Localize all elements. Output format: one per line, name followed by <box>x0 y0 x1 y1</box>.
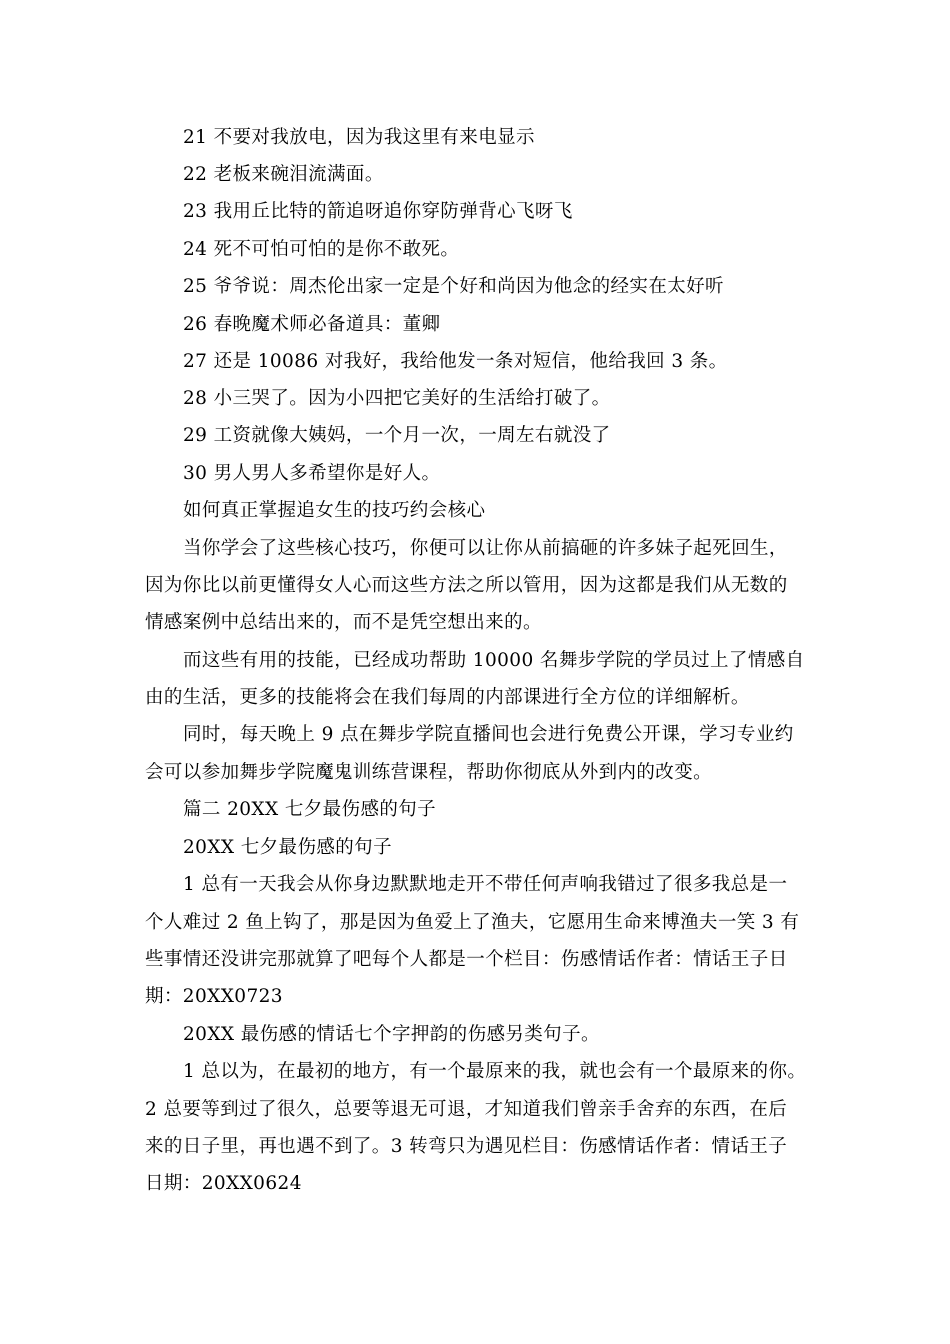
section-subheading: 20XX 七夕最伤感的句子 <box>183 837 392 858</box>
section-heading: 20XX 最伤感的情话七个字押韵的伤感另类句子。 <box>183 1024 600 1045</box>
paragraph-line: 而这些有用的技能，已经成功帮助 10000 名舞步学院的学员过上了情感自 <box>183 650 805 671</box>
paragraph-line: 会可以参加舞步学院魔鬼训练营课程，帮助你彻底从外到内的改变。 <box>145 762 713 783</box>
list-item: 30 男人男人多希望你是好人。 <box>183 463 441 484</box>
list-item: 27 还是 10086 对我好，我给他发一条对短信，他给我回 3 条。 <box>183 351 728 372</box>
paragraph-line: 个人难过 2 鱼上钩了，那是因为鱼爱上了渔夫，它愿用生命来博渔夫一笑 3 有 <box>145 912 800 933</box>
list-item: 22 老板来碗泪流满面。 <box>183 164 384 185</box>
paragraph-line: 些事情还没讲完那就算了吧每个人都是一个栏目：伤感情话作者：情话王子日 <box>145 949 788 970</box>
list-item: 25 爷爷说：周杰伦出家一定是个好和尚因为他念的经实在太好听 <box>183 276 724 297</box>
list-item: 23 我用丘比特的箭追呀追你穿防弹背心飞呀飞 <box>183 201 573 222</box>
list-item: 29 工资就像大姨妈，一个月一次，一周左右就没了 <box>183 425 611 446</box>
paragraph-line: 1 总以为，在最初的地方，有一个最原来的我，就也会有一个最原来的你。 <box>183 1061 807 1082</box>
paragraph-line: 当你学会了这些核心技巧，你便可以让你从前搞砸的许多妹子起死回生， <box>183 538 788 559</box>
list-item: 21 不要对我放电，因为我这里有来电显示 <box>183 127 535 148</box>
paragraph-line: 1 总有一天我会从你身边默默地走开不带任何声响我错过了很多我总是一 <box>183 874 788 895</box>
list-item: 28 小三哭了。因为小四把它美好的生活给打破了。 <box>183 388 611 409</box>
paragraph-line: 由的生活，更多的技能将会在我们每周的内部课进行全方位的详细解析。 <box>145 687 750 708</box>
section-heading: 如何真正掌握追女生的技巧约会核心 <box>183 500 486 521</box>
paragraph-line: 同时，每天晚上 9 点在舞步学院直播间也会进行免费公开课，学习专业约 <box>183 724 794 745</box>
list-item: 24 死不可怕可怕的是你不敢死。 <box>183 239 460 260</box>
paragraph-line: 2 总要等到过了很久，总要等退无可退，才知道我们曾亲手舍弃的东西，在后 <box>145 1099 788 1120</box>
section-heading: 篇二 20XX 七夕最伤感的句子 <box>183 799 437 820</box>
paragraph-line: 期：20XX0723 <box>145 986 283 1007</box>
paragraph-line: 来的日子里，再也遇不到了。3 转弯只为遇见栏目：伤感情话作者：情话王子 <box>145 1136 788 1157</box>
paragraph-line: 情感案例中总结出来的，而不是凭空想出来的。 <box>145 612 542 633</box>
paragraph-line: 日期：20XX0624 <box>145 1173 302 1194</box>
list-item: 26 春晚魔术师必备道具：董卿 <box>183 314 441 335</box>
paragraph-line: 因为你比以前更懂得女人心而这些方法之所以管用，因为这都是我们从无数的 <box>145 575 788 596</box>
